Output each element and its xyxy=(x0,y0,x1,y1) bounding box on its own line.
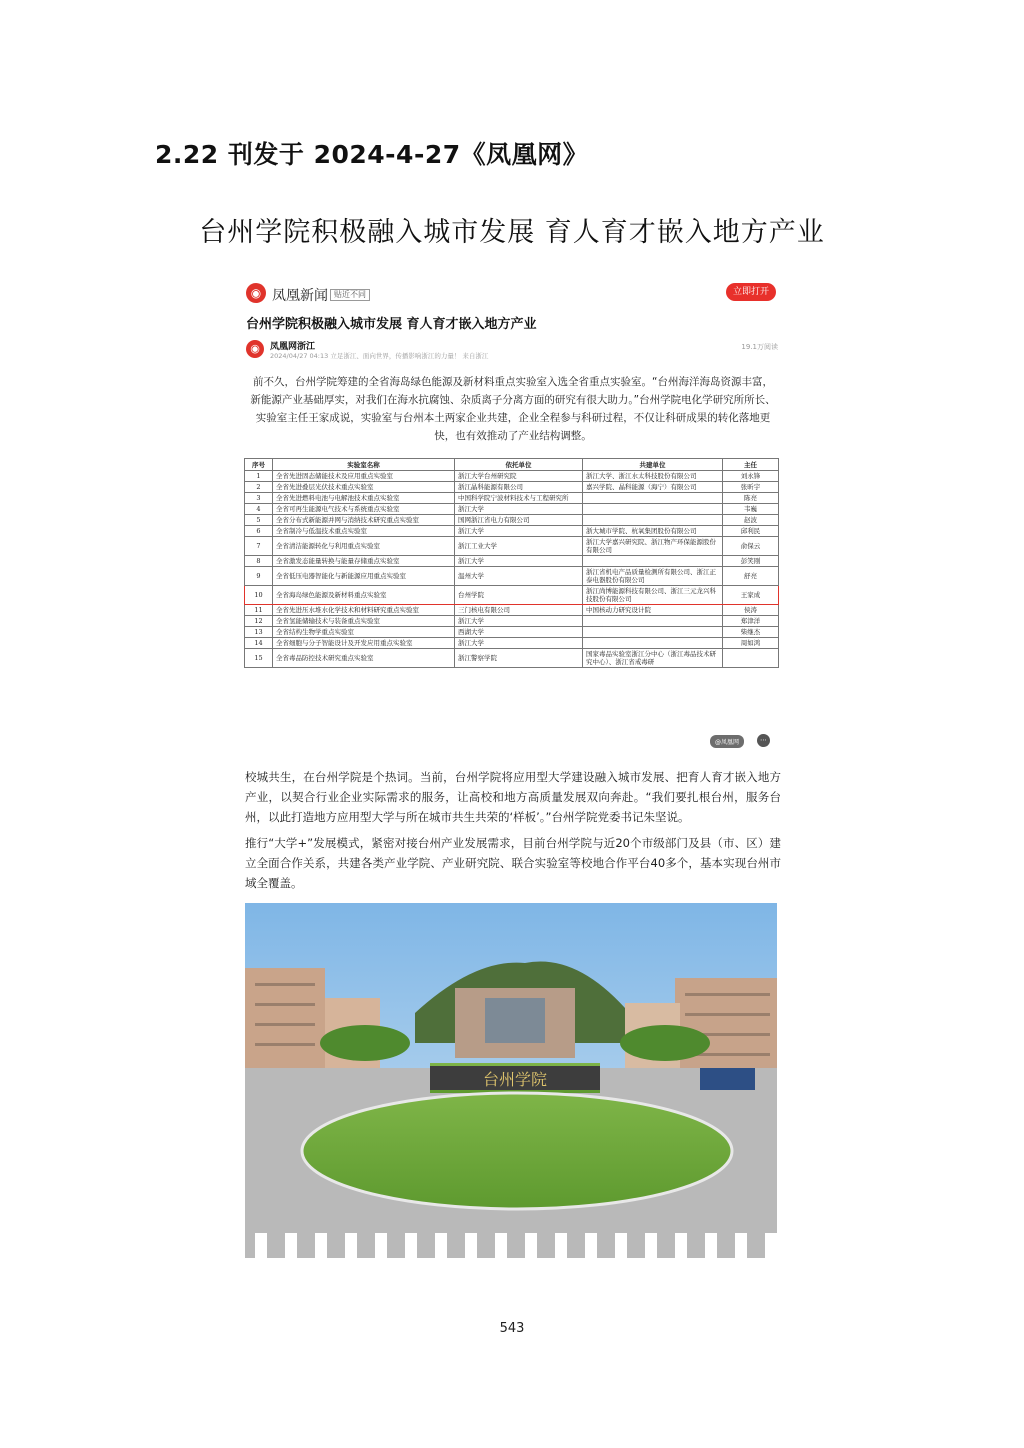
table-cell: 13 xyxy=(245,627,273,638)
table-cell xyxy=(583,515,723,526)
table-cell: 浙江大学 xyxy=(455,638,583,649)
table-header-cell: 主任 xyxy=(723,459,779,471)
table-cell: 周如鸿 xyxy=(723,638,779,649)
table-cell: 全省分布式新能源并网与消纳技术研究重点实验室 xyxy=(273,515,455,526)
table-row xyxy=(245,567,779,586)
table-row xyxy=(245,515,779,526)
table-cell: 温州大学 xyxy=(455,567,583,586)
table-cell: 全省先进燃料电池与电解池技术重点实验室 xyxy=(273,493,455,504)
table-cell: 浙江工业大学 xyxy=(455,537,583,556)
table-cell xyxy=(583,556,723,567)
table-row xyxy=(245,627,779,638)
table-cell: 浙江大学台州研究院 xyxy=(455,471,583,482)
table-cell: 张昕宇 xyxy=(723,482,779,493)
table-cell: 全省海岛绿色能源及新材料重点实验室 xyxy=(273,586,455,605)
table-row xyxy=(245,616,779,627)
table-cell: 8 xyxy=(245,556,273,567)
table-cell: 5 xyxy=(245,515,273,526)
article-title: 台州学院积极融入城市发展 育人育才嵌入地方产业 xyxy=(246,317,537,332)
table-cell: 赵波 xyxy=(723,515,779,526)
body-paragraph-2: 推行“大学+”发展模式，紧密对接台州产业发展需求，目前台州学院与近20个市级部门及县（市、区）建立全面合作关系，共建各类产业学院、产业研究院、联合实验室等校地合作平台40多个，基本实现台州市域全覆盖。 xyxy=(245,836,781,890)
table-cell: 全省制冷与低温技术重点实验室 xyxy=(273,526,455,537)
table-cell: 舒亮 xyxy=(723,567,779,586)
table-cell: 全省细胞与分子智能设计及开发应用重点实验室 xyxy=(273,638,455,649)
table-row xyxy=(245,649,779,668)
news-app-screenshot xyxy=(240,275,784,755)
table-cell: 7 xyxy=(245,537,273,556)
table-header-row xyxy=(245,459,779,471)
table-cell: 浙大城市学院、杭氧集团股份有限公司 xyxy=(583,526,723,537)
table-cell xyxy=(583,504,723,515)
table-cell: 西湖大学 xyxy=(455,627,583,638)
table-cell: 国网浙江省电力有限公司 xyxy=(455,515,583,526)
table-cell xyxy=(583,616,723,627)
table-cell xyxy=(583,493,723,504)
table-cell: 全省毒品防控技术研究重点实验室 xyxy=(273,649,455,668)
table-cell: 9 xyxy=(245,567,273,586)
table-cell: 全省氢能储输技术与装备重点实验室 xyxy=(273,616,455,627)
table-cell: 邱利民 xyxy=(723,526,779,537)
table-cell: 彭笑刚 xyxy=(723,556,779,567)
table-cell: 浙江警察学院 xyxy=(455,649,583,668)
table-cell: 全省激发态能量转换与能量存储重点实验室 xyxy=(273,556,455,567)
table-cell: 柴继杰 xyxy=(723,627,779,638)
table-cell: 全省可再生能源电气技术与系统重点实验室 xyxy=(273,504,455,515)
app-name: 凤凰新闻 xyxy=(272,288,328,304)
table-row xyxy=(245,537,779,556)
table-cell: 12 xyxy=(245,616,273,627)
watermark-badge: @凤凰网 xyxy=(710,735,744,748)
table-cell: 浙江大学 xyxy=(455,616,583,627)
table-cell: 11 xyxy=(245,605,273,616)
table-cell: 中国核动力研究设计院 xyxy=(583,605,723,616)
table-cell: 郑津洋 xyxy=(723,616,779,627)
table-row xyxy=(245,471,779,482)
table-row xyxy=(245,638,779,649)
table-cell: 台州学院 xyxy=(455,586,583,605)
table-row xyxy=(245,556,779,567)
section-heading: 2.22 刊发于 2024-4-27《凤凰网》 xyxy=(155,140,589,169)
open-app-button[interactable]: 立即打开 xyxy=(726,283,776,301)
lead-paragraph: 前不久，台州学院筹建的全省海岛绿色能源及新材料重点实验室入选全省重点实验室。“台州海洋海岛资源丰富，新能源产业基础厚实，对我们在海水抗腐蚀、杂质离子分离方面的研究有很大助力。”台州学院电化学研究所所长、实验室主任王家成说，实验室与台州本土两家企业共建，企业全程参与科研过程，不仅让科研成果的转化落地更快，也有效推动了产业结构调整。 xyxy=(250,376,776,442)
table-header-cell: 序号 xyxy=(245,459,273,471)
table-cell: 6 xyxy=(245,526,273,537)
table-row xyxy=(245,586,779,605)
menu-icon[interactable]: ⋯ xyxy=(757,734,770,747)
table-cell: 浙江大学 xyxy=(455,556,583,567)
table-cell: 侯涛 xyxy=(723,605,779,616)
table-body xyxy=(245,471,779,668)
table-cell: 韦巍 xyxy=(723,504,779,515)
table-cell: 浙江尚博能源科技有限公司、浙江三元龙兴科技股份有限公司 xyxy=(583,586,723,605)
table-cell: 全省先进叠层光伏技术重点实验室 xyxy=(273,482,455,493)
table-cell: 三门核电有限公司 xyxy=(455,605,583,616)
page-number: 543 xyxy=(499,1321,525,1336)
table-header-cell: 共建单位 xyxy=(583,459,723,471)
table-cell: 浙江省机电产品质量检测所有限公司、浙江正泰电器股份有限公司 xyxy=(583,567,723,586)
table-cell: 3 xyxy=(245,493,273,504)
table-cell: 陈亮 xyxy=(723,493,779,504)
app-header xyxy=(246,283,778,305)
table-cell: 4 xyxy=(245,504,273,515)
table-cell: 全省结构生物学重点实验室 xyxy=(273,627,455,638)
table-cell: 浙江大学 xyxy=(455,526,583,537)
table-row xyxy=(245,605,779,616)
table-cell: 浙江大学 xyxy=(455,504,583,515)
table-cell: 王家成 xyxy=(723,586,779,605)
table-cell: 10 xyxy=(245,586,273,605)
phoenix-logo-icon: ◉ xyxy=(246,283,266,303)
view-count: 19.1万阅读 xyxy=(741,343,778,351)
app-slogan: 贴近不同 xyxy=(330,289,370,301)
table-row xyxy=(245,482,779,493)
table-cell: 2 xyxy=(245,482,273,493)
table-cell: 刘永锋 xyxy=(723,471,779,482)
campus-gate-photo xyxy=(245,903,777,1258)
article-main-title: 台州学院积极融入城市发展 育人育才嵌入地方产业 xyxy=(199,217,825,248)
table-cell xyxy=(723,649,779,668)
gate-sign-text: 台州学院 xyxy=(482,1070,548,1089)
lab-table xyxy=(244,458,779,668)
table-cell: 14 xyxy=(245,638,273,649)
table-cell: 国家毒品实验室浙江分中心（浙江毒品技术研究中心）、浙江省戒毒研 xyxy=(583,649,723,668)
table-row xyxy=(245,493,779,504)
table-cell: 浙江大学、浙江水太科技股份有限公司 xyxy=(583,471,723,482)
table-row xyxy=(245,504,779,515)
table-row xyxy=(245,526,779,537)
author-avatar-icon[interactable]: ◉ xyxy=(246,340,264,358)
table-cell: 全省先进压水堆水化学技术和材料研究重点实验室 xyxy=(273,605,455,616)
table-cell: 1 xyxy=(245,471,273,482)
author-meta: 2024/04/27 04:13 立足浙江、面向世界，传播影响浙江的力量！ 来自浙江 xyxy=(270,352,489,360)
author-name[interactable]: 凤凰网浙江 xyxy=(270,342,316,352)
table-cell: 嘉兴学院、晶科能源（海宁）有限公司 xyxy=(583,482,723,493)
table-header-cell: 实验室名称 xyxy=(273,459,455,471)
table-cell: 中国科学院宁波材料技术与工程研究所 xyxy=(455,493,583,504)
table-cell: 浙江大学嘉兴研究院、浙江物产环保能源股份有限公司 xyxy=(583,537,723,556)
table-cell xyxy=(583,638,723,649)
table-cell: 全省低压电器智能化与新能源应用重点实验室 xyxy=(273,567,455,586)
table-header-cell: 依托单位 xyxy=(455,459,583,471)
author-row xyxy=(246,338,778,364)
table-cell: 15 xyxy=(245,649,273,668)
table-cell: 全省先进固态储能技术及应用重点实验室 xyxy=(273,471,455,482)
body-paragraph-1: 校城共生，在台州学院是个热词。当前，台州学院将应用型大学建设融入城市发展、把育人育才嵌入地方产业，以契合行业企业实际需求的服务，让高校和地方高质量发展双向奔赴。“我们要扎根台州，服务台州，以此打造地方应用型大学与所在城市共生共荣的‘样板’。”台州学院党委书记朱坚说。 xyxy=(245,770,781,824)
table-cell: 浙江晶科能源有限公司 xyxy=(455,482,583,493)
table-cell: 全省清洁能源转化与利用重点实验室 xyxy=(273,537,455,556)
table-cell xyxy=(583,627,723,638)
table-cell: 俞保云 xyxy=(723,537,779,556)
